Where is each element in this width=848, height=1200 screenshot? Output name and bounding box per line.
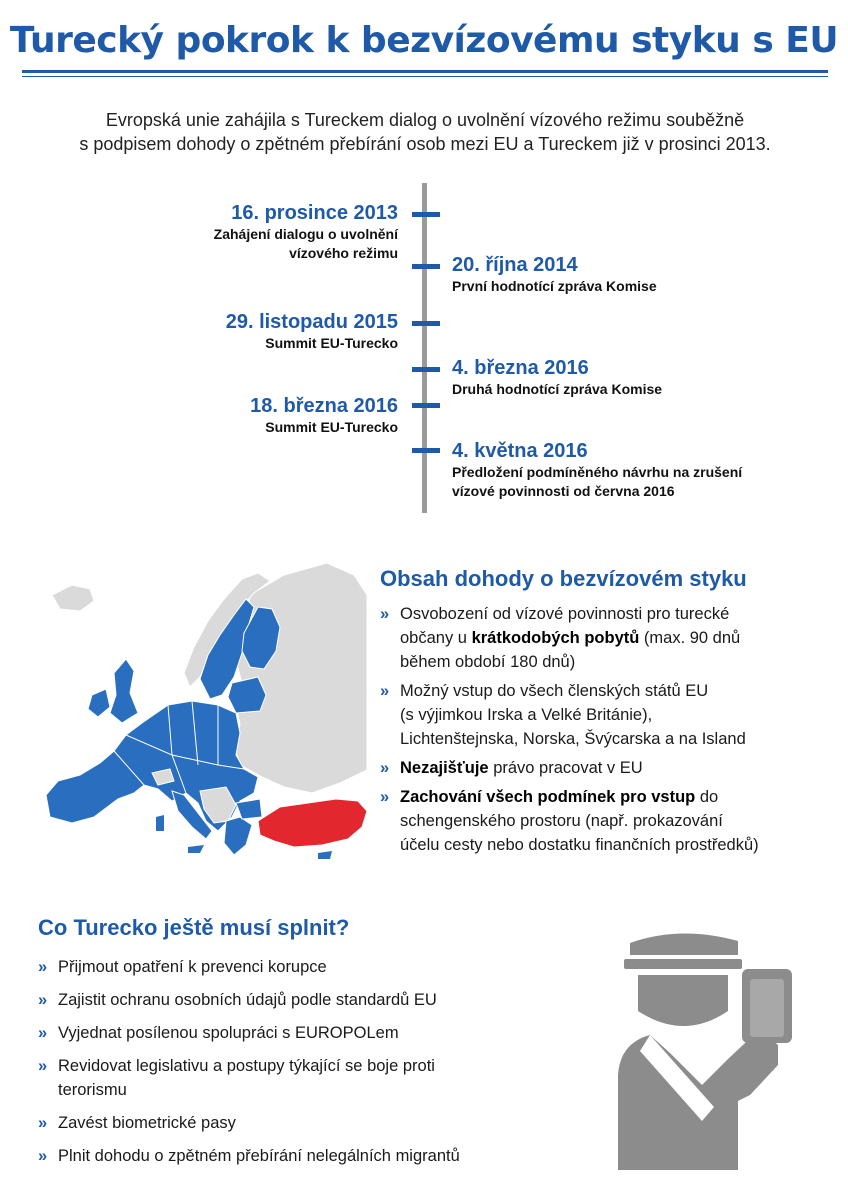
timeline-tick	[412, 367, 440, 372]
timeline-tick	[412, 403, 440, 408]
requirement-item	[38, 1054, 598, 1102]
event-date: 4. března 2016	[452, 357, 589, 379]
title-rule-thin	[22, 76, 828, 77]
timeline-tick	[412, 212, 440, 217]
bullet-marker: »	[380, 759, 390, 777]
timeline-event	[214, 202, 398, 263]
requirement-item	[38, 1111, 598, 1135]
bullet-marker: »	[38, 991, 48, 1009]
page-title: Turecký pokrok k bezvízovému styku s EU	[9, 20, 839, 61]
agreement-section	[380, 566, 840, 862]
requirement-item	[38, 1021, 598, 1045]
bullet-text: účelu cesty nebo dostatku finančních prostředků)	[400, 836, 759, 854]
event-desc: První hodnotící zpráva Komise	[452, 278, 657, 294]
event-desc: Summit EU-Turecko	[265, 419, 398, 435]
event-date: 18. března 2016	[250, 395, 398, 417]
bullet-marker: »	[38, 1114, 48, 1132]
bullet-text: Nezajišťuje právo pracovat v EU	[400, 759, 643, 777]
bullet-text: Zachování všech podmínek pro vstup do	[400, 788, 719, 806]
requirement-item	[38, 1144, 598, 1168]
requirement-text: Zajistit ochranu osobních údajů podle standardů EU	[58, 991, 437, 1009]
requirement-item	[38, 955, 598, 979]
requirement-item	[38, 988, 598, 1012]
timeline-event	[226, 311, 398, 353]
bullet-marker: »	[380, 682, 390, 700]
bullet-marker: »	[380, 788, 390, 806]
event-desc: Zahájení dialogu o uvolnění	[213, 226, 398, 242]
requirement-text: Revidovat legislativu a postupy týkající se boje proti	[58, 1057, 435, 1075]
event-desc: Summit EU-Turecko	[265, 335, 398, 351]
bullet-text: Možný vstup do všech členských států EU	[400, 682, 709, 700]
bullet-text: schengenského prostoru (např. prokazování	[400, 812, 723, 830]
bullet-marker: »	[38, 1057, 48, 1075]
timeline-tick	[412, 448, 440, 453]
requirement-text: Zavést biometrické pasy	[58, 1114, 236, 1132]
agreement-bullet	[380, 679, 840, 751]
timeline-event	[452, 440, 742, 501]
event-desc: Druhá hodnotící zpráva Komise	[452, 381, 663, 397]
intro-text	[30, 108, 820, 156]
timeline-tick	[412, 264, 440, 269]
event-date: 29. listopadu 2015	[225, 311, 398, 333]
requirement-text: Přijmout opatření k prevenci korupce	[58, 958, 327, 976]
title-rule	[22, 70, 828, 73]
event-date: 16. prosince 2013	[231, 202, 398, 224]
agreement-bullet	[380, 602, 840, 674]
border-officer-passport-icon	[610, 925, 795, 1170]
timeline-axis	[422, 183, 427, 513]
bullet-text: Lichtenštejnska, Norska, Švýcarska a na Island	[400, 730, 746, 748]
bullet-marker: »	[380, 605, 390, 623]
requirement-text: Plnit dohodu o zpětném přebírání nelegálních migrantů	[58, 1147, 460, 1165]
event-desc: vízové povinnosti od června 2016	[452, 483, 675, 499]
requirement-text: Vyjednat posílenou spolupráci s EUROPOLem	[58, 1024, 399, 1042]
bullet-marker: »	[38, 1024, 48, 1042]
bullet-text: během období 180 dnů)	[400, 653, 576, 671]
timeline-tick	[412, 321, 440, 326]
agreement-bullet	[380, 785, 840, 857]
event-date: 4. května 2016	[452, 440, 588, 462]
event-date: 20. října 2014	[452, 254, 578, 276]
timeline-event	[452, 254, 657, 296]
requirements-section	[38, 915, 598, 1177]
bullet-text: Osvobození od vízové povinnosti pro turecké	[400, 605, 730, 623]
bullet-text: občany u krátkodobých pobytů (max. 90 dnů	[400, 629, 741, 647]
agreement-heading: Obsah dohody o bezvízovém styku	[380, 566, 747, 591]
intro-line: s podpisem dohody o zpětném přebírání osob mezi EU a Tureckem již v prosinci 2013.	[79, 134, 771, 154]
event-desc: vízového režimu	[289, 245, 398, 261]
agreement-bullet	[380, 756, 840, 780]
bullet-text: (s výjimkou Irska a Velké Británie),	[400, 706, 653, 724]
europe-map-icon	[22, 555, 367, 877]
timeline-event	[250, 395, 398, 437]
intro-line: Evropská unie zahájila s Tureckem dialog o uvolnění vízového režimu souběžně	[105, 110, 745, 130]
requirement-text: terorismu	[58, 1081, 127, 1099]
bullet-marker: »	[38, 1147, 48, 1165]
bullet-marker: »	[38, 958, 48, 976]
event-desc: Předložení podmíněného návrhu na zrušení	[452, 464, 743, 480]
requirements-heading: Co Turecko ještě musí splnit?	[38, 915, 350, 940]
timeline-event	[452, 357, 662, 399]
